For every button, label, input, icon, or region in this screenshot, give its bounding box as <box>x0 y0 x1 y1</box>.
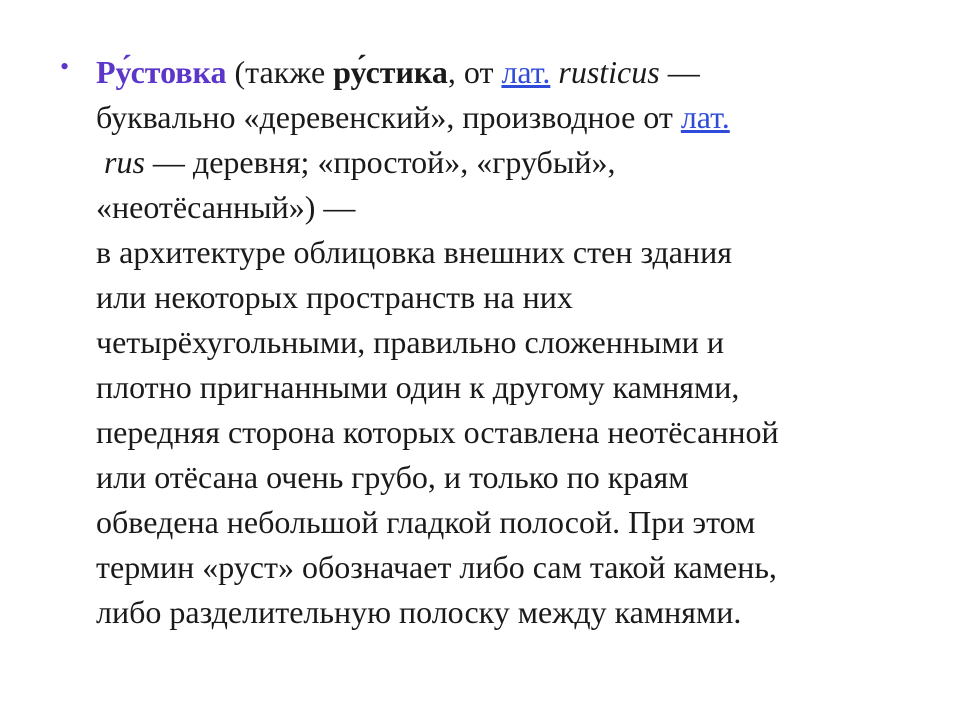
line-8: плотно пригнанными один к другому камнями, <box>96 369 740 405</box>
bullet-point: • <box>60 52 70 81</box>
line-9: передняя сторона которых оставлена неотёсанной <box>96 414 779 450</box>
text-from: , от <box>447 54 502 90</box>
line-11: обведена небольшой гладкой полосой. При этом <box>96 504 756 540</box>
term-rustika: ру́стика <box>333 54 448 90</box>
text-also: (также <box>226 54 334 90</box>
text-dash-1: — <box>659 54 700 90</box>
line-13: либо разделительную полоску между камнями. <box>96 594 742 630</box>
line-5: в архитектуре облицовка внешних стен здания <box>96 234 732 270</box>
line-10: или отёсана очень грубо, и только по краям <box>96 459 689 495</box>
text-village: — деревня; «простой», «грубый», <box>144 144 616 180</box>
line-3 <box>96 140 926 185</box>
line-6: или некоторых пространств на них <box>96 279 573 315</box>
line-12: термин «руст» обозначает либо сам такой камень, <box>96 549 777 585</box>
text-literally: буквально «деревенский», производное от <box>96 99 681 135</box>
line-7: четырёхугольными, правильно сложенными и <box>96 324 724 360</box>
latin-word-rus: rus <box>104 144 145 180</box>
line-1 <box>96 50 926 95</box>
link-latin-2[interactable]: лат. <box>680 99 730 135</box>
line-2 <box>96 95 926 140</box>
definition-paragraph <box>96 50 926 635</box>
link-latin-1[interactable]: лат. <box>501 54 551 90</box>
term-rustovka: Ру́стовка <box>96 54 227 90</box>
line-4: «неотёсанный») — <box>96 189 356 225</box>
latin-word-rusticus: rusticus <box>550 54 660 90</box>
